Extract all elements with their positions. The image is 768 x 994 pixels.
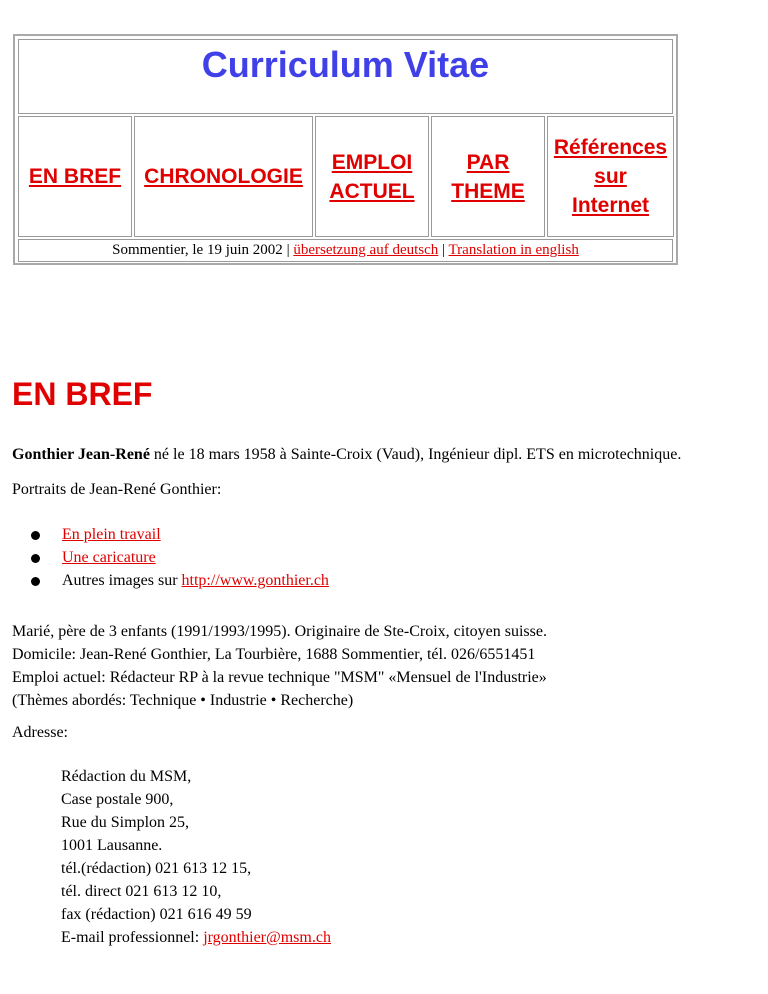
email-label: E-mail professionnel: [61, 929, 204, 946]
address-line: Rédaction du MSM, [61, 768, 192, 785]
nav-link-chronologie[interactable]: CHRONOLOGIE [144, 165, 303, 188]
separator: | [286, 242, 290, 258]
page-title: Curriculum Vitae [201, 44, 490, 85]
separator: | [442, 242, 446, 258]
address-line: Case postale 900, [61, 791, 174, 808]
nav-cell-chronologie [134, 116, 313, 237]
nav-cell-emploi-actuel [315, 116, 429, 237]
address-label: Adresse: [12, 724, 68, 741]
list-item [12, 546, 329, 569]
bullet-icon [31, 577, 40, 586]
nav-cell-references [547, 116, 674, 237]
portraits-list [12, 523, 329, 592]
email-link[interactable]: jrgonthier@msm.ch [203, 929, 331, 946]
link-deutsch[interactable]: übersetzung auf deutsch [293, 242, 439, 258]
portrait-link-caricature[interactable]: Une caricature [62, 549, 156, 566]
title-cell [18, 39, 673, 114]
portrait-link-travail[interactable]: En plein travail [62, 526, 161, 543]
header-table [13, 34, 678, 265]
bio-line: Emploi actuel: Rédacteur RP à la revue technique "MSM" «Mensuel de l'Industrie» [12, 669, 547, 686]
email-line [61, 926, 331, 949]
person-name: Gonthier Jean-René [12, 446, 150, 463]
address-block [61, 765, 331, 949]
bio-line: Domicile: Jean-René Gonthier, La Tourbière, 1688 Sommentier, tél. 026/6551451 [12, 646, 536, 663]
nav-link-references-internet[interactable]: Références sur Internet [553, 136, 668, 217]
bullet-icon [31, 531, 40, 540]
bullet-icon [31, 554, 40, 563]
nav-link-par-theme[interactable]: PAR THEME [451, 150, 525, 203]
intro-paragraph [12, 443, 681, 466]
bio-line: (Thèmes abordés: Technique • Industrie • Recherche) [12, 692, 354, 709]
link-english[interactable]: Translation in english [448, 242, 579, 258]
other-images-text: Autres images sur [62, 572, 182, 589]
gonthier-website-link[interactable]: http://www.gonthier.ch [181, 572, 329, 589]
bio-line: Marié, père de 3 enfants (1991/1993/1995). Originaire de Ste-Croix, citoyen suisse. [12, 623, 547, 640]
list-item [12, 569, 329, 592]
address-line: 1001 Lausanne. [61, 837, 163, 854]
list-item [12, 523, 329, 546]
address-line: fax (rédaction) 021 616 49 59 [61, 906, 252, 923]
intro-text: né le 18 mars 1958 à Sainte-Croix (Vaud), Ingénieur dipl. ETS en microtechnique. [149, 446, 682, 463]
nav-link-emploi-actuel[interactable]: EMPLOI ACTUEL [329, 150, 415, 203]
address-line: tél.(rédaction) 021 613 12 15, [61, 860, 252, 877]
nav-cell-par-theme [431, 116, 545, 237]
section-title: EN BREF [12, 376, 153, 412]
nav-cell-en-bref [18, 116, 132, 237]
address-line: tél. direct 021 613 12 10, [61, 883, 222, 900]
bio-block [12, 620, 547, 712]
nav-link-en-bref[interactable]: EN BREF [28, 165, 122, 188]
header-footer-cell [18, 239, 673, 262]
date-location: Sommentier, le 19 juin 2002 [112, 242, 283, 258]
portraits-label: Portraits de Jean-René Gonthier: [12, 481, 222, 498]
address-line: Rue du Simplon 25, [61, 814, 190, 831]
